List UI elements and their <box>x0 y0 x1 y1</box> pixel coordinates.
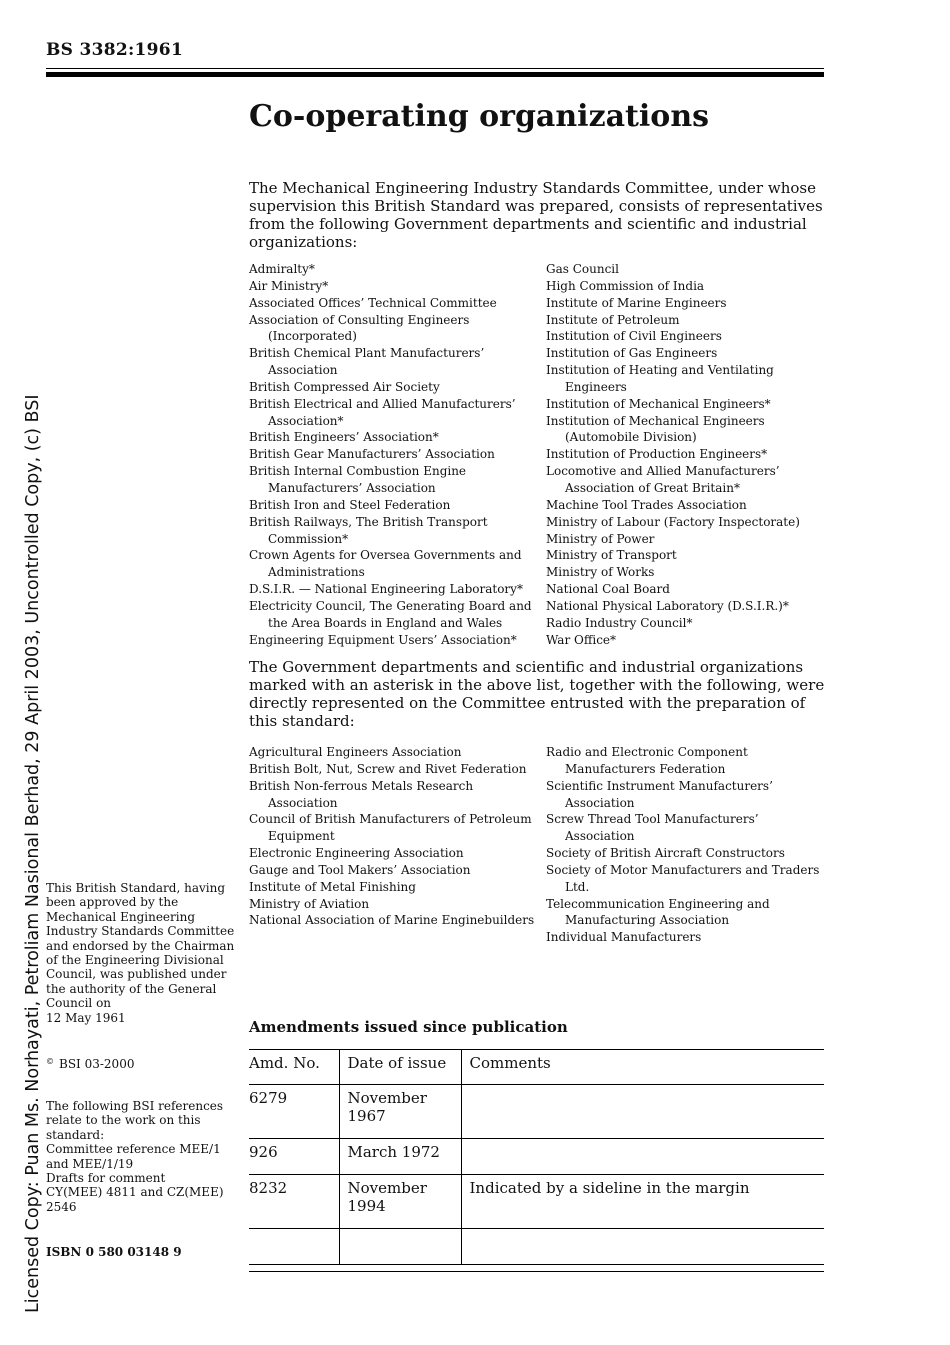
list-item: Institute of Petroleum <box>546 312 680 327</box>
list-item: Engineering Equipment Users’ Association* <box>249 632 517 647</box>
list-item: Electricity Council, The Generating Board and the Area Boards in England and Wales <box>249 598 532 630</box>
list-item: Machine Tool Trades Association <box>546 497 747 512</box>
column-header: Amd. No. <box>249 1050 339 1085</box>
amendment-comments <box>461 1085 824 1139</box>
amendment-comments: Indicated by a sideline in the margin <box>461 1175 824 1229</box>
copyright-symbol: © <box>46 1057 54 1066</box>
list-item: Association of Consulting Engineers (Incorporated) <box>249 312 470 344</box>
amendments-heading: Amendments issued since publication <box>249 1018 568 1036</box>
amendment-number: 926 <box>249 1139 339 1175</box>
drafts-label: Drafts for comment <box>46 1171 166 1186</box>
list-item: Institution of Production Engineers* <box>546 447 768 462</box>
amendment-comments <box>461 1229 824 1265</box>
list-item: British Iron and Steel Federation <box>249 497 451 512</box>
list-item: British Chemical Plant Manufacturers’ Association <box>249 346 485 378</box>
list-item: British Railways, The British Transport Commission* <box>249 514 488 546</box>
list-item: Ministry of Works <box>546 565 655 580</box>
amendment-number: 8232 <box>249 1175 339 1229</box>
amendment-date: November 1994 <box>339 1175 461 1229</box>
list-item: Institution of Heating and Ventilating Engineers <box>546 363 774 394</box>
list-item: Institution of Civil Engineers <box>546 329 722 344</box>
list-item: Council of British Manufacturers of Petroleum Equipment <box>249 812 532 844</box>
list-item: Ministry of Aviation <box>249 896 370 911</box>
list-item: British Gear Manufacturers’ Association <box>249 447 495 462</box>
list-item: Institution of Mechanical Engineers* <box>546 396 771 411</box>
intro-paragraph: The Mechanical Engineering Industry Standards Committee, under whose supervision this British Standard was prepared, consists of representatives from the following Government departments and scientific and industrial organizations: <box>249 179 823 251</box>
list-item: Crown Agents for Oversea Governments and Administrations <box>249 548 522 580</box>
list-item: Associated Offices’ Technical Committee <box>249 295 497 310</box>
list-item: Institution of Gas Engineers <box>546 346 718 361</box>
copyright-text: BSI 03-2000 <box>59 1057 135 1071</box>
license-watermark: Licensed Copy: Puan Ms. Norhayati, Petroliam Nasional Berhad, 29 April 2003, Uncontrolled Copy, (c) BSI <box>23 394 43 1313</box>
list-item: Individual Manufacturers <box>546 930 702 945</box>
drafts-references: CY(MEE) 4811 and CZ(MEE) 2546 <box>46 1185 224 1214</box>
list-item: Admiralty* <box>249 262 315 276</box>
list-item: Screw Thread Tool Manufacturers’ Association <box>546 812 759 844</box>
list-item: British Internal Combustion Engine Manufacturers’ Association <box>249 464 467 495</box>
list-item: British Non-ferrous Metals Research Association <box>249 778 474 810</box>
list-item: Institution of Mechanical Engineers (Automobile Division) <box>546 413 765 445</box>
list-item: Ministry of Transport <box>546 548 677 563</box>
list-item: Agricultural Engineers Association <box>249 745 462 759</box>
table-row <box>249 1085 824 1139</box>
list-item: National Physical Laboratory (D.S.I.R.)* <box>546 598 789 613</box>
references-intro: The following BSI references relate to the work on this standard: <box>46 1099 224 1142</box>
table-header-row <box>249 1050 824 1085</box>
amendment-number <box>249 1229 339 1265</box>
list-item: National Association of Marine Enginebuilders <box>249 913 535 928</box>
amendment-date <box>339 1229 461 1265</box>
column-header: Comments <box>461 1050 824 1085</box>
list-item: D.S.I.R. — National Engineering Laboratory* <box>249 582 523 597</box>
header-rule-thin <box>46 68 824 69</box>
header-rule-thick <box>46 72 824 77</box>
list-item: Institute of Metal Finishing <box>249 879 416 894</box>
standard-number: BS 3382:1961 <box>46 40 184 60</box>
bsi-references <box>46 1099 244 1214</box>
list-item: Gauge and Tool Makers’ Association <box>249 862 471 877</box>
isbn: ISBN 0 580 03148 9 <box>46 1245 182 1259</box>
approval-note <box>46 881 244 1025</box>
list-item: British Compressed Air Society <box>249 379 440 394</box>
publication-date: 12 May 1961 <box>46 1010 126 1025</box>
table-row <box>249 1229 824 1265</box>
list-item: British Electrical and Allied Manufacturers’ Association* <box>249 396 516 428</box>
list-item: War Office* <box>546 632 617 647</box>
amendment-comments <box>461 1139 824 1175</box>
list-item: Society of Motor Manufacturers and Traders Ltd. <box>546 862 820 894</box>
additional-members-column-1 <box>249 744 539 929</box>
list-item: Society of British Aircraft Constructors <box>546 846 785 861</box>
list-item: National Coal Board <box>546 582 670 597</box>
committee-reference: Committee reference MEE/1 and MEE/1/19 <box>46 1142 221 1171</box>
amendments-table <box>249 1049 824 1265</box>
copyright-notice <box>46 1055 244 1071</box>
list-item: Institute of Marine Engineers <box>546 295 727 310</box>
amendment-date: March 1972 <box>339 1139 461 1175</box>
column-header: Date of issue <box>339 1050 461 1085</box>
footer-rule <box>249 1271 824 1272</box>
amendment-date: November 1967 <box>339 1085 461 1139</box>
page-title: Co-operating organizations <box>249 99 710 134</box>
list-item: High Commission of India <box>546 278 705 293</box>
list-item: Gas Council <box>546 262 619 276</box>
list-item: Ministry of Power <box>546 531 655 546</box>
list-item: Radio and Electronic Component Manufacturers Federation <box>546 745 748 776</box>
approval-text: This British Standard, having been approved by the Mechanical Engineering Industry Standards Committee and endorsed by the Chairman of the Engineering Divisional Council, was published under the authority of the General Council on <box>46 881 235 1011</box>
committee-members-column-2 <box>546 261 826 648</box>
amendment-number: 6279 <box>249 1085 339 1139</box>
table-row <box>249 1175 824 1229</box>
additional-members-column-2 <box>546 744 826 946</box>
committee-members-column-1 <box>249 261 539 648</box>
list-item: British Bolt, Nut, Screw and Rivet Federation <box>249 761 527 776</box>
list-item: Locomotive and Allied Manufacturers’ Association of Great Britain* <box>546 464 780 495</box>
list-item: Air Ministry* <box>249 278 329 293</box>
list-item: Telecommunication Engineering and Manufacturing Association <box>546 896 770 928</box>
list-item: Electronic Engineering Association <box>249 846 464 861</box>
second-paragraph: The Government departments and scientific and industrial organizations marked with an asterisk in the above list, together with the following, were directly represented on the Committee entrusted with the preparation of this standard: <box>249 658 825 730</box>
list-item: Scientific Instrument Manufacturers’ Association <box>546 778 773 810</box>
list-item: Radio Industry Council* <box>546 615 693 630</box>
table-row <box>249 1139 824 1175</box>
list-item: Ministry of Labour (Factory Inspectorate) <box>546 514 800 529</box>
list-item: British Engineers’ Association* <box>249 430 439 445</box>
